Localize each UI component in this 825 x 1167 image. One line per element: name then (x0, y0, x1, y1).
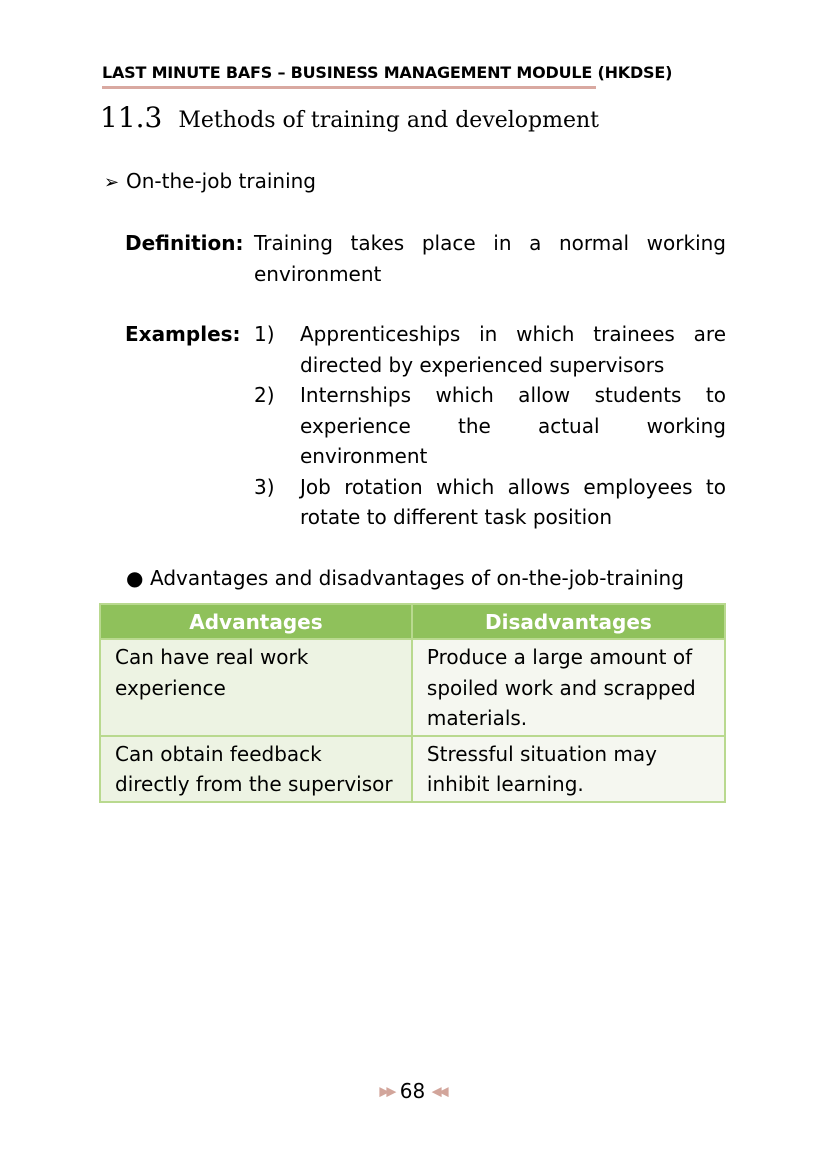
table-cell: Can have real work experience (100, 639, 412, 736)
table-row (100, 639, 725, 736)
subheading-text: On-the-job training (126, 169, 316, 193)
table-cell: Stressful situation may inhibit learning. (412, 736, 725, 802)
examples-term: Examples: (125, 322, 241, 346)
list-item-text: Apprenticeships in which trainees are directed by experienced supervisors (300, 322, 726, 377)
bullet-dot-icon: ● (126, 566, 144, 590)
page-footer (0, 1076, 825, 1108)
table-header-row (100, 604, 725, 639)
subheading (104, 166, 316, 198)
definition-text: Training takes place in a normal working environment (254, 231, 726, 286)
table-row (100, 736, 725, 802)
list-item-number: 1) (254, 322, 275, 346)
running-header: LAST MINUTE BAFS – BUSINESS MANAGEMENT MODULE (HKDSE) (102, 62, 596, 89)
examples-list (254, 319, 726, 533)
table-header-disadvantages: Disadvantages (412, 604, 725, 639)
advantages-table (99, 603, 726, 803)
section-heading: Methods of training and development (178, 108, 600, 133)
page-number: 68 (399, 1079, 426, 1103)
list-item (254, 472, 726, 533)
back-arrows-icon: ◀◀ (431, 1084, 446, 1100)
bullet-heading (126, 563, 684, 593)
definition-term: Definition: (125, 231, 244, 255)
list-item (254, 319, 726, 380)
section-number: 11.3 (100, 101, 163, 134)
arrow-bullet-icon: ➢ (104, 172, 120, 193)
section-title (100, 98, 599, 138)
list-item (254, 380, 726, 472)
table-header-advantages: Advantages (100, 604, 412, 639)
table-cell: Can obtain feedback directly from the supervisor (100, 736, 412, 802)
list-item-text: Internships which allow students to experience the actual working environment (300, 383, 726, 468)
list-item-number: 3) (254, 474, 275, 499)
list-item-number: 2) (254, 383, 275, 407)
forward-arrows-icon: ▶▶ (379, 1084, 394, 1100)
table-cell: Produce a large amount of spoiled work and scrapped materials. (412, 639, 725, 736)
bullet-heading-text: Advantages and disadvantages of on-the-job-training (150, 566, 684, 590)
list-item-text: Job rotation which allows employees to rotate to different task position (300, 474, 726, 529)
